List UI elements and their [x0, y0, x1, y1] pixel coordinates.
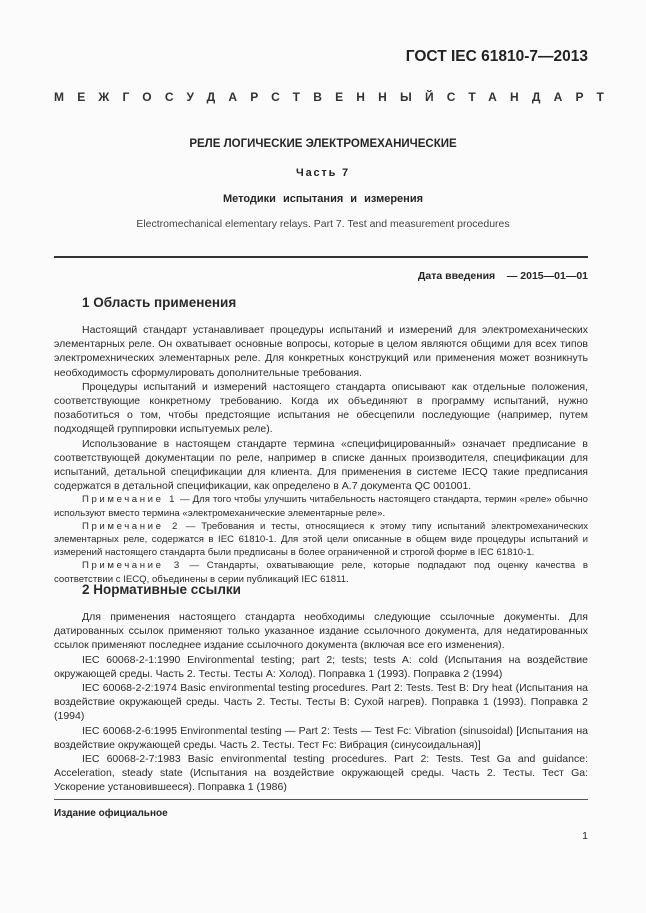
section1-paragraph: Использование в настоящем стандарте термина «специфицированный» означает предписание в соответствующей документации по реле, например в списке данных производителя, спецификации для испытаний, детальной спецификации для клиента. Для применения в системе IECQ такие предписания содержатся в детальной спецификации, как определено в А.7 документа QC 001001.: [54, 437, 588, 493]
section1-body: [54, 323, 588, 586]
intro-date: [418, 270, 588, 282]
header-divider: [54, 256, 588, 258]
section1-paragraph: Процедуры испытаний и измерений настоящего стандарта описывают как отдельные положения, соответствующие конкретному требованию. Когда их объединяют в программу испытаний, нужно позаботиться о том, чтобы предстоящие испытания не обесцепили последующие (например, путем подходящей группировки испытуемых реле).: [54, 380, 588, 436]
document-subtitle: Методики испытания и измерения: [222, 193, 423, 205]
reference-item: IEC 60068-2-1:1990 Environmental testing; part 2; tests; tests A: cold (Испытания на воздействие окружающей среды. Часть 2. Тесты. Тесты А: Холод). Поправка 1 (1993). Поправка 2 (1994): [54, 653, 588, 680]
note-1: [54, 493, 588, 519]
note-2-label: Примечание 2: [82, 520, 180, 532]
note-1-text: — Для того чтобы улучшить читабельность настоящего стандарта, термин «реле» обычно используют вместо термина «электромеханические элементарные реле».: [54, 494, 588, 519]
footer-divider: [54, 799, 588, 800]
document-part: Часть 7: [296, 167, 350, 179]
banner-left: МЕЖГОСУДАРСТВЕННЫЙ: [54, 90, 447, 104]
note-1-label: Примечание 1: [82, 494, 178, 506]
intro-date-label: Дата введения: [417, 270, 496, 282]
reference-item: IEC 60068-2-2:1974 Basic environmental testing procedures. Part 2: Tests. Test B: Dry heat (Испытания на воздействие окружающей среды. Часть 2. Тесты. Тесты В: Сухой нагрев). Поправка 1 (1993). Поправка 2 (1994): [54, 682, 588, 723]
note-2: [54, 520, 588, 560]
edition-label: Издание официальное: [54, 808, 168, 819]
section2-body: [54, 610, 588, 795]
english-title: Electromechanical elementary relays. Part 7. Test and measurement procedures: [136, 218, 510, 230]
section1-paragraph: Настоящий стандарт устанавливает процедуры испытаний и измерений для электромеханических элементарных реле. Он охватывает основные вопросы, которые в целом являются общими для всех типов электромехнических элементарных реле. Для конкретных конструкций или применения может возникнуть необходимость сформулировать дополнительные требования.: [54, 324, 588, 379]
section1-heading: 1 Область применения: [82, 295, 237, 310]
intro-date-value: — 2015—01—01: [506, 270, 588, 282]
note-3-text: — Стандарты, охватывающие реле, которые подпадают под оценку качества в соответствии с IECQ, объединены в серии публикаций IEC 61811.: [54, 560, 588, 585]
banner-right: СТАНДАРТ: [446, 90, 618, 104]
standard-banner: [54, 90, 618, 104]
section2-heading: 2 Нормативные ссылки: [82, 582, 241, 597]
note-2-text: — Требования и тесты, относящиеся к этому типу испытаний электромеханических элементарных реле, содержатся в IEC 61810-1. Для этой цели описанные в общем виде процедуры испытаний и измерений настоящего стандарта были предписаны в более ограниченной и строгой форме в IEC 61810-1.: [54, 520, 589, 559]
reference-item: IEC 60068-2-6:1995 Environmental testing — Part 2: Tests — Test Fc: Vibration (sinusoidal) [Испытания на воздействие окружающей среды. Часть 2. Тесты. Тест Fc: Вибрация (синусоидальная)]: [54, 724, 588, 751]
section2-paragraph: Для применения настоящего стандарта необходимы следующие ссылочные документы. Для датированных ссылок применяют только указанное издание ссылочного документа, для недатированных ссылок применяют последнее издание ссылочного документа (включая все его изменения).: [54, 611, 588, 652]
standard-number: ГОСТ IEC 61810-7—2013: [405, 48, 588, 65]
note-3-label: Примечание 3: [82, 560, 182, 572]
document-title: РЕЛЕ ЛОГИЧЕСКИЕ ЭЛЕКТРОМЕХАНИЧЕСКИЕ: [189, 138, 457, 150]
reference-item: IEC 60068-2-7:1983 Basic environmental testing procedures. Part 2: Tests. Test Ga and guidance: Acceleration, steady state (Испытания на воздействие окружающей среды. Часть 2. Тесты. Тест Ga: Ускорение установившееся). Поправка 1 (1986): [54, 753, 588, 794]
page-number: 1: [582, 830, 588, 842]
